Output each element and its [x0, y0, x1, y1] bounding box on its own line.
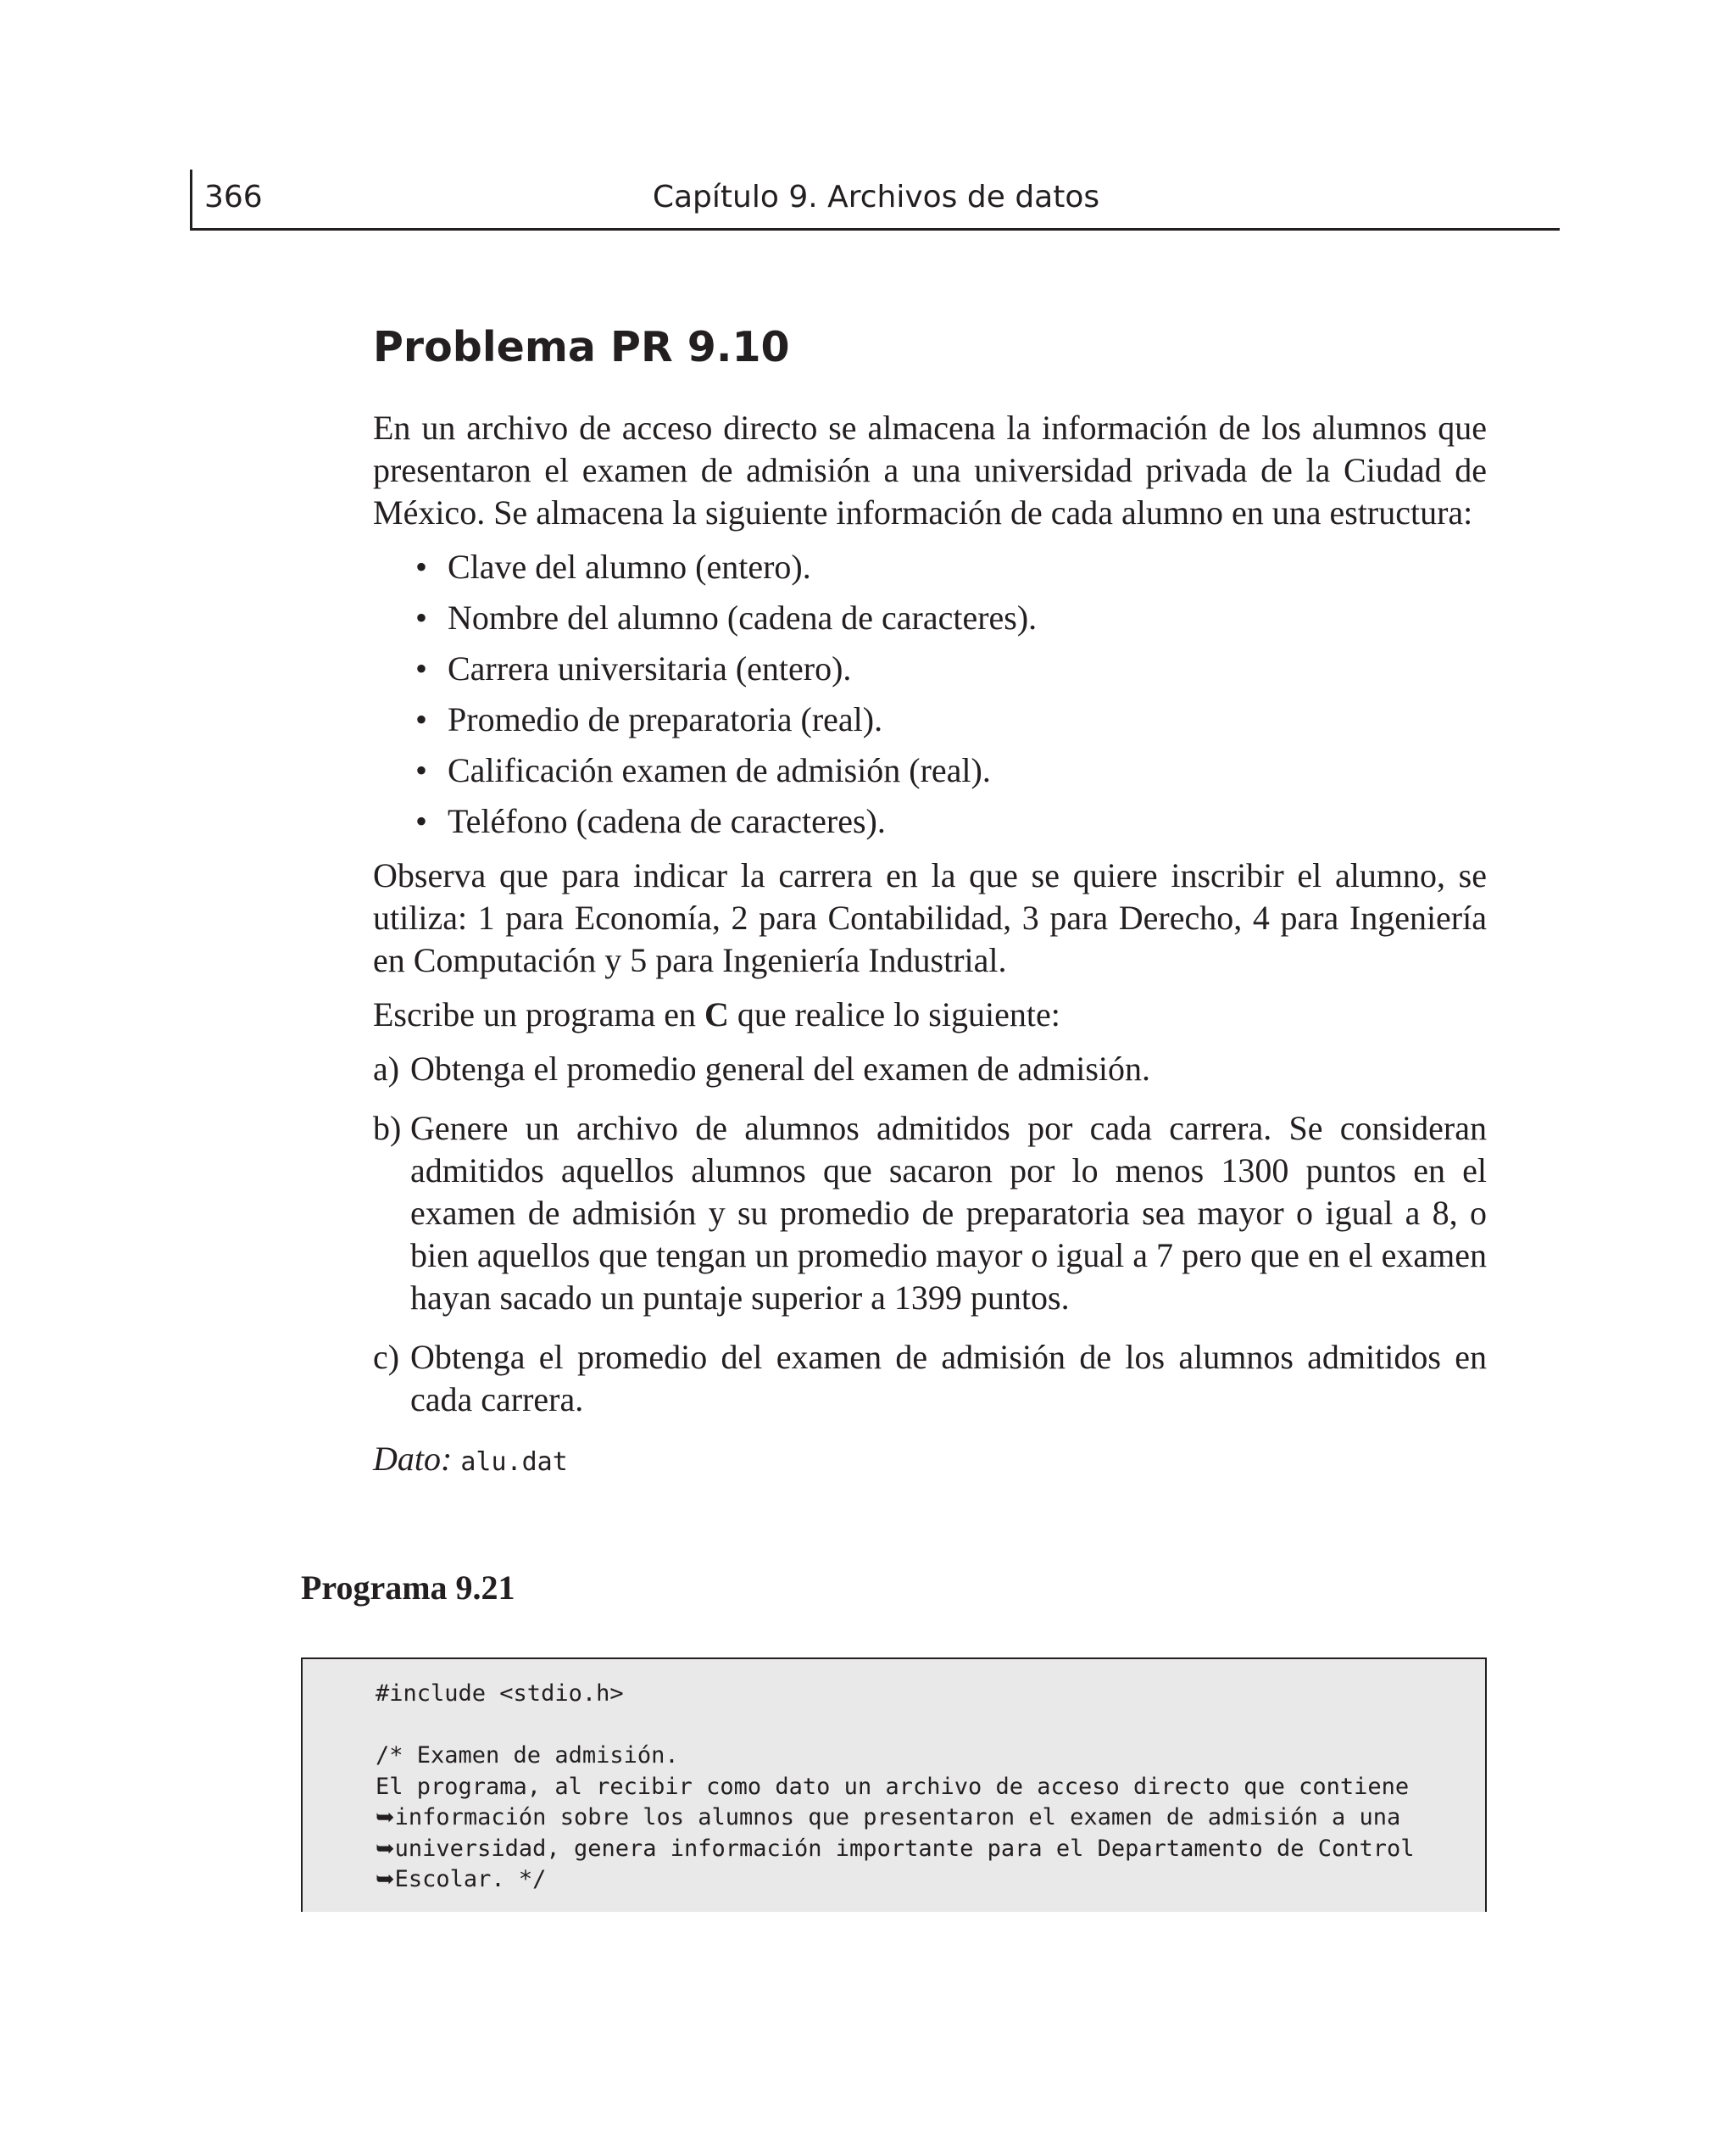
bullet-mark: •	[415, 700, 428, 738]
careers-paragraph: Observa que para indicar la carrera en la que se quiere inscribir el alumno, se utiliza: 1 para Economía, 2 para Contabilidad, 3 para Derecho, 4 para Ingeniería en Computación y 5 para Ingeniería Industrial.	[373, 856, 1487, 979]
task-list	[373, 1048, 1487, 1421]
code-lines	[376, 1679, 1415, 1896]
field-text: Calificación examen de admisión (real).	[448, 751, 991, 789]
instruction-paragraph	[373, 994, 1487, 1036]
field-list-item	[373, 546, 1487, 588]
instruction-text: Escribe un programa en	[373, 995, 704, 1033]
code-text: universidad, genera información importante para el Departamento de Control	[394, 1835, 1415, 1862]
field-text: Nombre del alumno (cadena de caracteres).	[448, 599, 1038, 637]
data-file-name: alu.dat	[460, 1447, 568, 1477]
continuation-arrow-icon: ➥	[376, 1804, 395, 1830]
intro-paragraph: En un archivo de acceso directo se almacena la información de los alumnos que presentaron el examen de admisión a una universidad privada de la Ciudad de México. Se almacena la siguiente información de cada alumno en una estructura:	[373, 409, 1487, 532]
bullet-mark: •	[415, 802, 428, 840]
running-header	[190, 170, 1560, 231]
task-item	[373, 1048, 1487, 1090]
code-line	[376, 1772, 1415, 1803]
code-listing	[301, 1657, 1487, 1912]
code-text: El programa, al recibir como dato un archivo de acceso directo que contiene	[376, 1773, 1410, 1800]
task-letter: b)	[373, 1109, 402, 1147]
field-list-item	[373, 699, 1487, 741]
code-text: Escolar. */	[394, 1866, 547, 1892]
task-text: Obtenga el promedio general del examen de admisión.	[410, 1050, 1151, 1088]
code-text: información sobre los alumnos que presentaron el examen de admisión a una	[394, 1804, 1401, 1830]
code-line	[376, 1710, 1415, 1741]
bullet-mark: •	[415, 548, 428, 586]
code-text: #include <stdio.h>	[376, 1680, 624, 1707]
code-line	[376, 1802, 1415, 1834]
task-text: Obtenga el promedio del examen de admisión de los alumnos admitidos en cada carrera.	[410, 1338, 1487, 1418]
task-item	[373, 1336, 1487, 1421]
field-list	[373, 546, 1487, 843]
task-letter: c)	[373, 1338, 400, 1376]
continuation-arrow-icon: ➥	[376, 1866, 395, 1892]
bullet-mark: •	[415, 751, 428, 789]
field-text: Carrera universitaria (entero).	[448, 649, 852, 688]
field-list-item	[373, 800, 1487, 843]
problem-title: Problema PR 9.10	[373, 323, 790, 371]
field-text: Clave del alumno (entero).	[448, 548, 811, 586]
code-line	[376, 1741, 1415, 1772]
field-list-item	[373, 597, 1487, 639]
code-line	[376, 1864, 1415, 1896]
program-title: Programa 9.21	[301, 1568, 515, 1607]
bullet-mark: •	[415, 599, 428, 637]
data-label: Dato:	[373, 1440, 453, 1478]
problem-section	[373, 322, 1487, 1484]
running-title: Capítulo 9. Archivos de datos	[652, 180, 1100, 214]
field-text: Promedio de preparatoria (real).	[448, 700, 883, 738]
code-line	[376, 1834, 1415, 1865]
field-list-item	[373, 648, 1487, 690]
continuation-arrow-icon: ➥	[376, 1835, 395, 1862]
task-letter: a)	[373, 1050, 400, 1088]
field-list-item	[373, 749, 1487, 792]
code-text: /* Examen de admisión.	[376, 1742, 679, 1769]
task-item	[373, 1107, 1487, 1319]
bullet-mark: •	[415, 649, 428, 688]
data-file-line	[373, 1438, 1487, 1484]
code-line	[376, 1679, 1415, 1710]
field-text: Teléfono (cadena de caracteres).	[448, 802, 886, 840]
task-text: Genere un archivo de alumnos admitidos por cada carrera. Se consideran admitidos aquellos alumnos que sacaron por lo menos 1300 puntos en el examen de admisión y su promedio de preparatoria sea mayor o igual a 8, o bien aquellos que tengan un promedio mayor o igual a 7 pero que en el examen hayan sacado un puntaje superior a 1399 puntos.	[410, 1109, 1487, 1317]
language-name: C	[704, 995, 729, 1033]
page-number: 366	[204, 180, 263, 214]
instruction-text-end: que realice lo siguiente:	[728, 995, 1060, 1033]
